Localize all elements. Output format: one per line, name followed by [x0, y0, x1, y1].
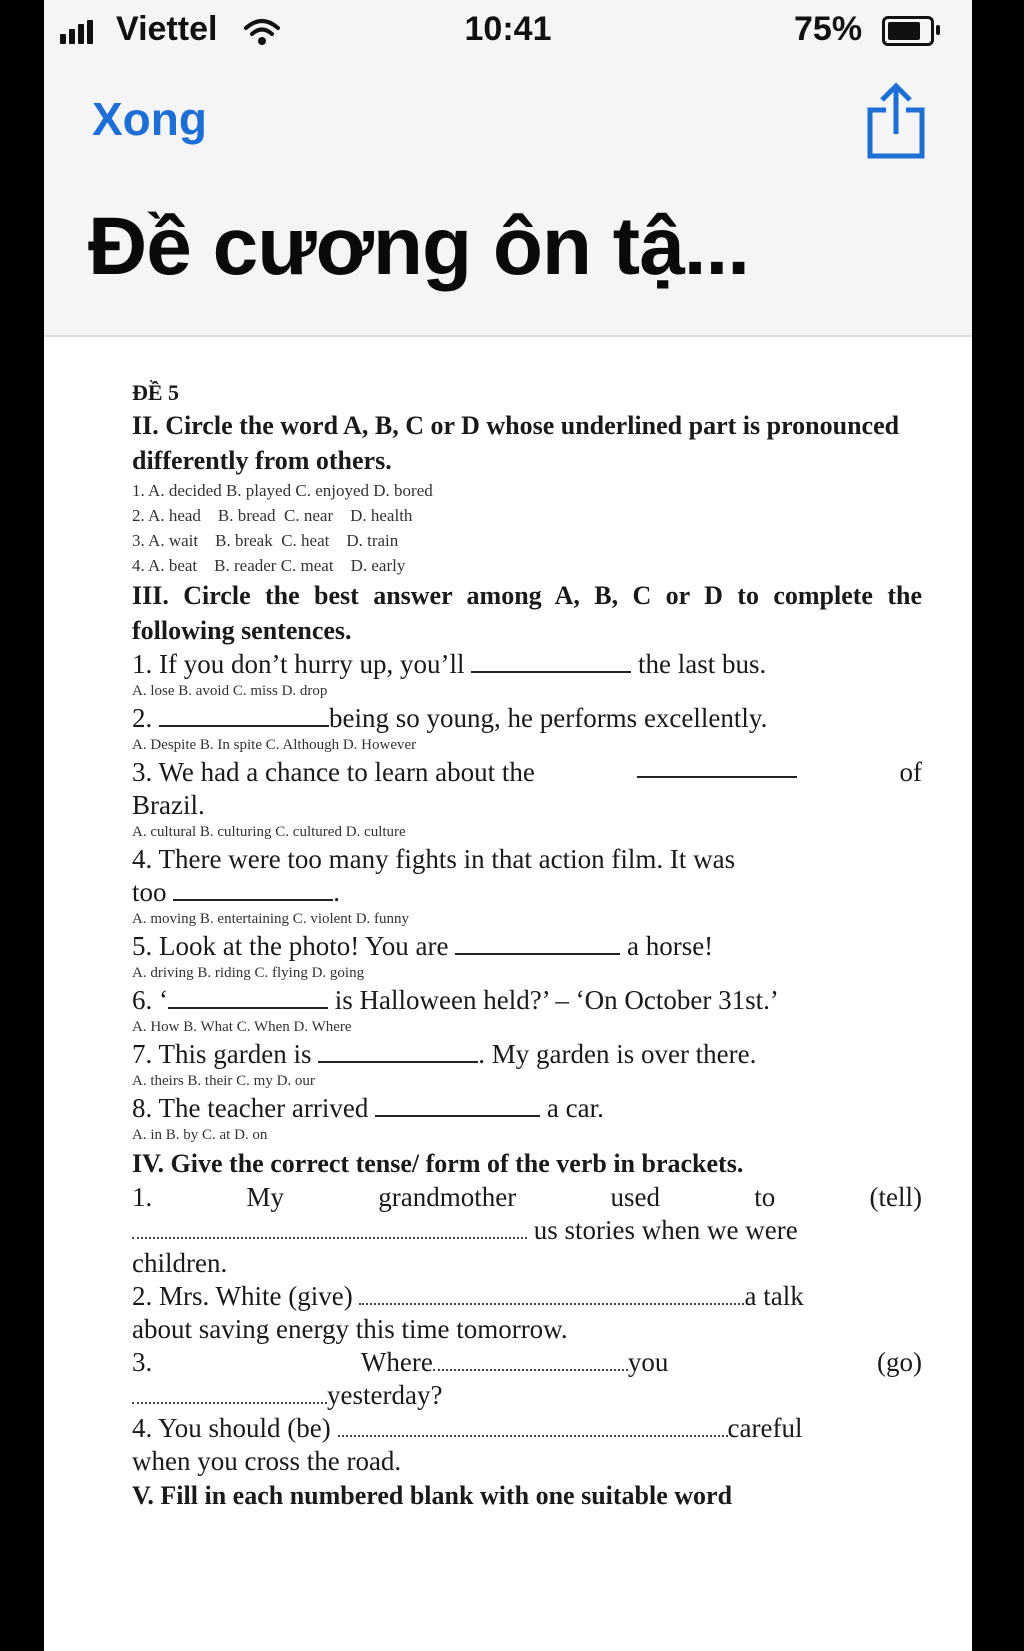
- section-3-heading: III. Circle the best answer among A, B, C or D to complete the following sentences.: [132, 581, 922, 645]
- pronunciation-item: 2. A. head B. bread C. near D. health: [132, 506, 413, 525]
- phone-screen: [44, 0, 972, 1651]
- question-6: 6. ‘ is Halloween held?’ – ‘On October 31st.’: [132, 985, 779, 1015]
- verb-question-1: 1. My grandmother used to (tell): [132, 1182, 922, 1212]
- battery-percent: 75%: [794, 10, 863, 48]
- document-content: [132, 380, 922, 1513]
- question-3-continued: Brazil.: [132, 790, 205, 820]
- verb-question-4: 4. You should (be) careful: [132, 1413, 803, 1443]
- question-options: A. cultural B. culturing C. cultured D. culture: [132, 824, 406, 840]
- answer-blank: [433, 1351, 628, 1371]
- answer-blank: [359, 1285, 744, 1305]
- question-options: A. How B. What C. When D. Where: [132, 1019, 352, 1035]
- question-options: A. driving B. riding C. flying D. going: [132, 965, 365, 981]
- question-4-continued: too .: [132, 877, 341, 907]
- clock: 10:41: [464, 10, 552, 48]
- answer-blank: [132, 1219, 527, 1239]
- section-5-heading: V. Fill in each numbered blank with one suitable word: [132, 1481, 733, 1510]
- answer-blank: [471, 651, 631, 673]
- question-options: A. lose B. avoid C. miss D. drop: [132, 683, 328, 699]
- verb-question-1-line-3: children.: [132, 1248, 228, 1278]
- exam-number: ĐỀ 5: [132, 380, 180, 405]
- question-options: A. moving B. entertaining C. violent D. funny: [132, 911, 410, 927]
- battery-icon: [882, 16, 934, 46]
- pronunciation-item: 1. A. decided B. played C. enjoyed D. bored: [132, 481, 433, 500]
- verb-question-3: 3. Where you (go): [132, 1347, 922, 1377]
- pronunciation-item: 3. A. wait B. break C. heat D. train: [132, 531, 399, 550]
- answer-blank: [455, 933, 620, 955]
- verb-question-2-line-2: about saving energy this time tomorrow.: [132, 1314, 568, 1344]
- question-7: 7. This garden is . My garden is over there.: [132, 1039, 757, 1069]
- answer-blank: [338, 1417, 728, 1437]
- done-button[interactable]: Xong: [92, 93, 207, 145]
- section-2-heading: II. Circle the word A, B, C or D whose underlined part is pronounced differently from others.: [132, 411, 900, 475]
- pronunciation-item: 4. A. beat B. reader C. meat D. early: [132, 556, 406, 575]
- answer-blank: [168, 987, 328, 1009]
- question-options: A. Despite B. In spite C. Although D. However: [132, 737, 417, 753]
- question-8: 8. The teacher arrived a car.: [132, 1093, 604, 1123]
- answer-blank: [132, 1384, 327, 1404]
- question-options: A. in B. by C. at D. on: [132, 1127, 268, 1143]
- question-1: 1. If you don’t hurry up, you’ll the last bus.: [132, 649, 767, 679]
- verb-question-4-line-2: when you cross the road.: [132, 1446, 402, 1476]
- verb-question-1-line-2: us stories when we were: [132, 1214, 922, 1247]
- question-options: A. theirs B. their C. my D. our: [132, 1073, 315, 1089]
- verb-question-2: 2. Mrs. White (give) a talk: [132, 1281, 804, 1311]
- document-title: Đề cương ôn tậ...: [88, 201, 750, 292]
- answer-blank: [159, 705, 329, 727]
- question-5: 5. Look at the photo! You are a horse!: [132, 931, 714, 961]
- answer-blank: [375, 1095, 540, 1117]
- question-4: 4. There were too many fights in that action film. It was: [132, 844, 736, 874]
- carrier-name: Viettel: [116, 10, 218, 48]
- answer-blank: [318, 1041, 478, 1063]
- question-2: 2. being so young, he performs excellently.: [132, 703, 768, 733]
- section-4-heading: IV. Give the correct tense/ form of the verb in brackets.: [132, 1149, 744, 1178]
- top-bar: [44, 0, 972, 337]
- verb-question-3-line-2: yesterday?: [132, 1379, 922, 1412]
- status-bar: [44, 0, 972, 60]
- answer-blank: [173, 879, 333, 901]
- question-3: 3. We had a chance to learn about the of: [132, 757, 922, 787]
- share-icon[interactable]: [864, 80, 928, 162]
- answer-blank: [637, 756, 797, 778]
